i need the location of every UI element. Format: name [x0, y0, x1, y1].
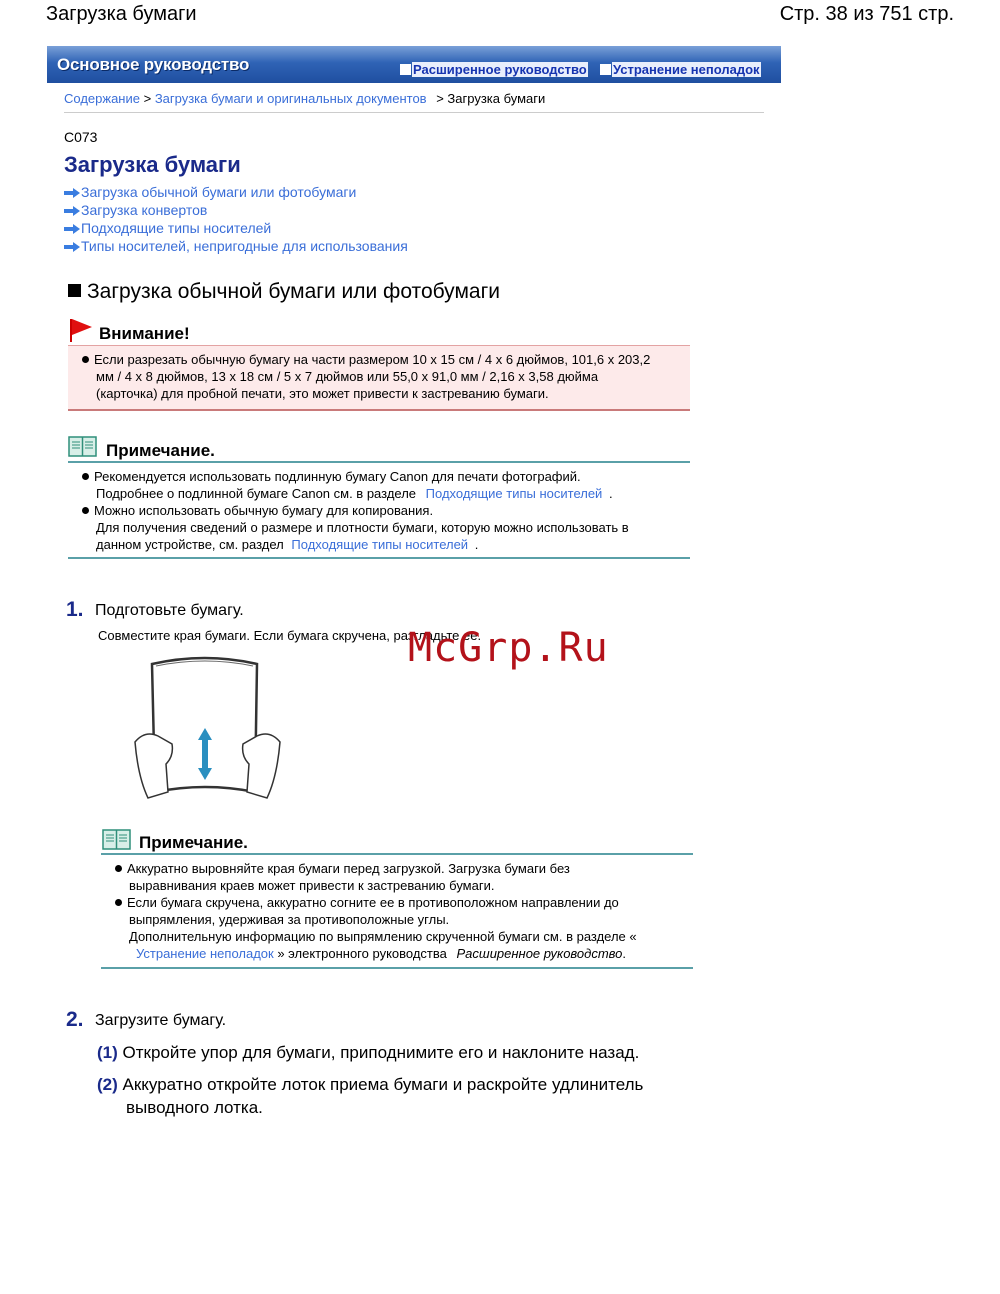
bullet-icon [115, 899, 122, 906]
arrow-right-icon [64, 224, 80, 234]
step-number: 1. [66, 598, 84, 621]
manual-banner [47, 46, 781, 83]
step-description: Совместите края бумаги. Если бумага скручена, разгладьте ее. [98, 628, 482, 643]
divider [101, 967, 693, 969]
note-text: Рекомендуется использовать подлинную бумагу Canon для печати фотографий. Подробнее о подлинной бумаге Canon см. в разделе Подходящие типы носителей . Можно использовать обычную бумагу для копирования. Для получения сведений о размере и плотности бумаги, которую можно использовать в данном устройстве, см. раздел Подходящие типы носителей . [82, 468, 629, 553]
header-title: Загрузка бумаги [46, 3, 197, 25]
bullet-icon [115, 865, 122, 872]
breadcrumb-current: Загрузка бумаги [447, 91, 546, 106]
banner-title: Основное руководство [57, 55, 250, 74]
toc-item[interactable]: Типы носителей, непригодные для использования [64, 238, 408, 254]
page-title: Загрузка бумаги [64, 152, 241, 177]
note-heading: Примечание. [139, 833, 248, 852]
substep: (1) Откройте упор для бумаги, приподнимите его и наклоните назад. [97, 1043, 640, 1062]
banner-link-advanced[interactable]: Расширенное руководство [400, 62, 588, 77]
watermark: McGrp.Ru [408, 625, 609, 671]
page-code: C073 [64, 129, 98, 145]
divider [68, 557, 690, 559]
flag-icon [68, 317, 94, 343]
breadcrumb: Содержание > Загрузка бумаги и оригинальных документов > Загрузка бумаги [64, 91, 764, 113]
arrow-right-icon [64, 242, 80, 252]
banner-link-troubleshooting[interactable]: Устранение неполадок [600, 62, 761, 77]
bullet-icon [82, 473, 89, 480]
note-heading: Примечание. [106, 441, 215, 460]
section-title: Загрузка обычной бумаги или фотобумаги [68, 280, 500, 304]
step-title: Загрузите бумагу. [95, 1012, 227, 1029]
book-icon [68, 436, 97, 457]
bullet-icon [82, 356, 89, 363]
arrow-right-icon [64, 188, 80, 198]
toc-item[interactable]: Загрузка конвертов [64, 202, 207, 218]
toc-item[interactable]: Загрузка обычной бумаги или фотобумаги [64, 184, 356, 200]
book-icon [102, 829, 131, 850]
square-icon [400, 64, 411, 75]
breadcrumb-contents[interactable]: Содержание [64, 91, 140, 106]
toc-item[interactable]: Подходящие типы носителей [64, 220, 271, 236]
bullet-icon [82, 507, 89, 514]
substep: (2) Аккуратно откройте лоток приема бумаги и раскройте удлинитель выводного лотка. [97, 1075, 644, 1117]
arrow-right-icon [64, 206, 80, 216]
divider [101, 853, 693, 855]
square-bullet-icon [68, 284, 81, 297]
page-counter: Стр. 38 из 751 стр. [779, 3, 954, 25]
link-media-types[interactable]: Подходящие типы носителей [425, 486, 603, 501]
divider [68, 461, 690, 463]
step-number: 2. [66, 1008, 84, 1031]
note-text: Аккуратно выровняйте края бумаги перед загрузкой. Загрузка бумаги без выравнивания краев может привести к застреванию бумаги. Если бумага скручена, аккуратно согните ее в противоположном направлении до выпрямления, удерживая за противоположные углы. Дополнительную информацию по выпрямлению скрученной бумаги см. в разделе « Устранение неполадок » электронного руководства Расширенное руководство. [115, 860, 637, 962]
link-troubleshooting[interactable]: Устранение неполадок [136, 946, 274, 961]
step-title: Подготовьте бумагу. [95, 602, 244, 619]
link-media-types[interactable]: Подходящие типы носителей [291, 537, 469, 552]
breadcrumb-loading[interactable]: Загрузка бумаги и оригинальных документов [154, 91, 427, 106]
paper-illustration [130, 652, 285, 802]
warning-heading: Внимание! [99, 324, 190, 343]
warning-text: Если разрезать обычную бумагу на части размером 10 x 15 см / 4 x 6 дюймов, 101,6 x 203,2 мм / 4 x 8 дюймов, 13 x 18 см / 5 x 7 дюймов или 55,0 x 91,0 мм / 2,16 x 3,58 дюйма (карточка) для пробной печати, это может привести к застреванию бумаги. [82, 351, 650, 402]
square-icon [600, 64, 611, 75]
